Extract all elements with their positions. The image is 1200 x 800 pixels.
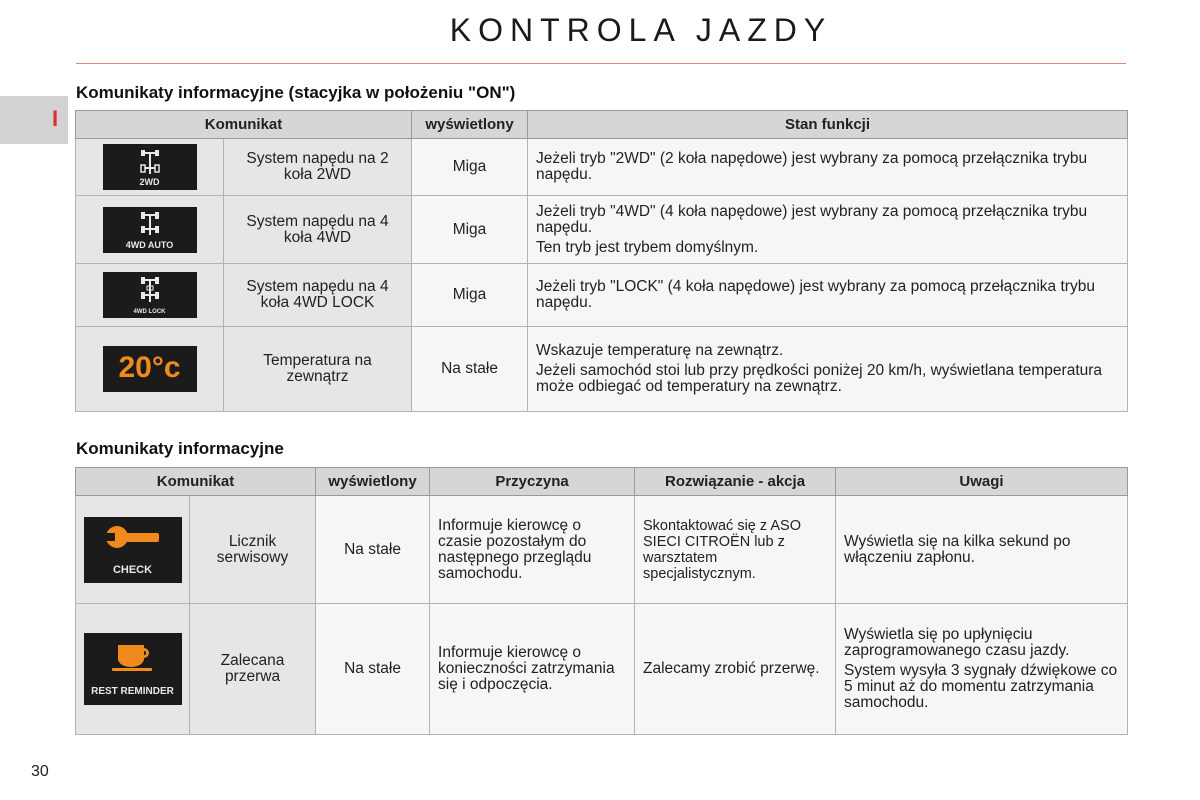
cause bbox=[430, 604, 635, 735]
display-mode: Na stałe bbox=[316, 496, 430, 604]
column-header-function-state: Stan funkcji bbox=[528, 111, 1128, 139]
display-mode: Miga bbox=[412, 196, 528, 264]
table-row bbox=[76, 604, 1128, 735]
function-state-text: Ten tryb jest trybem domyślnym. bbox=[536, 238, 759, 256]
action bbox=[635, 496, 836, 604]
message-name: Licznik serwisowy bbox=[190, 496, 316, 604]
drive-4wd-lock-icon bbox=[103, 272, 197, 318]
table-header-row bbox=[76, 468, 1128, 496]
action-text: Skontaktować się z ASO SIECI CITROËN lub z warsztatem specjalistycznym. bbox=[643, 517, 801, 582]
info-table-ignition-on bbox=[75, 110, 1128, 412]
notes-text: Wyświetla się po upłynięciu zaprogramowanego czasu jazdy. bbox=[844, 626, 1070, 659]
function-state bbox=[528, 196, 1128, 264]
drive-2wd-icon-label: 2WD bbox=[139, 177, 160, 187]
column-header-displayed: wyświetlony bbox=[316, 468, 430, 496]
table-row bbox=[76, 196, 1128, 264]
coffee-cup-icon bbox=[84, 633, 182, 705]
column-header-notes: Uwagi bbox=[836, 468, 1128, 496]
column-header-message: Komunikat bbox=[76, 468, 316, 496]
drive-2wd-icon bbox=[103, 144, 197, 190]
page-title: KONTROLA JAZDY bbox=[449, 12, 833, 48]
table-row bbox=[76, 496, 1128, 604]
drive-4wd-auto-icon bbox=[103, 207, 197, 253]
table-row bbox=[76, 327, 1128, 412]
action-text: Zalecamy zrobić przerwę. bbox=[643, 660, 820, 677]
chapter-tab-label: I bbox=[52, 106, 59, 131]
service-wrench-icon-label: CHECK bbox=[112, 563, 153, 576]
display-mode: Miga bbox=[412, 139, 528, 196]
cause-text: Informuje kierowcę o czasie pozostałym do następnego przeglądu samochodu. bbox=[438, 516, 592, 582]
table-header-row bbox=[76, 111, 1128, 139]
title-divider bbox=[76, 63, 1126, 64]
message-name: System napędu na 4 koła 4WD LOCK bbox=[224, 264, 412, 327]
display-mode: Na stałe bbox=[412, 327, 528, 412]
notes-text: Wyświetla się na kilka sekund po włączeniu zapłonu. bbox=[844, 532, 1071, 566]
icon-cell bbox=[76, 604, 190, 735]
info-table bbox=[75, 467, 1128, 735]
icon-cell bbox=[76, 196, 224, 264]
icon-cell bbox=[76, 139, 224, 196]
cause-text: Informuje kierowcę o konieczności zatrzymania się i odpoczęcia. bbox=[438, 644, 615, 693]
coffee-cup-icon-label: REST REMINDER bbox=[91, 686, 174, 697]
cause bbox=[430, 496, 635, 604]
service-wrench-icon bbox=[84, 517, 182, 583]
function-state bbox=[528, 139, 1128, 196]
drive-4wd-lock-icon-label: 4WD LOCK bbox=[133, 309, 166, 315]
icon-cell bbox=[76, 264, 224, 327]
section2-title: Komunikaty informacyjne bbox=[76, 439, 284, 458]
notes-text: System wysyła 3 sygnały dźwiękowe co 5 minut aż do momentu zatrzymania samochodu. bbox=[844, 662, 1118, 711]
message-name: Zalecana przerwa bbox=[190, 604, 316, 735]
chapter-tab bbox=[0, 96, 68, 144]
column-header-cause: Przyczyna bbox=[430, 468, 635, 496]
function-state-text: Jeżeli tryb "4WD" (4 koła napędowe) jest wybrany za pomocą przełącznika trybu napędu. bbox=[536, 202, 1088, 236]
function-state bbox=[528, 264, 1128, 327]
table-row bbox=[76, 139, 1128, 196]
message-name: Temperatura na zewnątrz bbox=[224, 327, 412, 412]
function-state-text: Jeżeli tryb "2WD" (2 koła napędowe) jest wybrany za pomocą przełącznika trybu napędu. bbox=[536, 150, 1088, 183]
action bbox=[635, 604, 836, 735]
drive-4wd-auto-icon-label: 4WD AUTO bbox=[125, 239, 174, 250]
notes bbox=[836, 496, 1128, 604]
outside-temperature-icon bbox=[103, 346, 197, 392]
temperature-readout: 20°c bbox=[118, 351, 181, 384]
function-state-text: Jeżeli tryb "LOCK" (4 koła napędowe) jest wybrany za pomocą przełącznika trybu napędu. bbox=[536, 278, 1095, 311]
function-state-text: Jeżeli samochód stoi lub przy prędkości poniżej 20 km/h, wyświetlana temperatura może odbiegać od temperatury na zewnątrz. bbox=[536, 362, 1103, 395]
table-row bbox=[76, 264, 1128, 327]
page-number: 30 bbox=[31, 763, 49, 780]
column-header-message: Komunikat bbox=[76, 111, 412, 139]
icon-cell bbox=[76, 327, 224, 412]
message-name: System napędu na 4 koła 4WD bbox=[224, 196, 412, 264]
notes bbox=[836, 604, 1128, 735]
function-state-text: Wskazuje temperaturę na zewnątrz. bbox=[536, 342, 784, 359]
function-state bbox=[528, 327, 1128, 412]
icon-cell bbox=[76, 496, 190, 604]
display-mode: Na stałe bbox=[316, 604, 430, 735]
section1-title: Komunikaty informacyjne (stacyjka w położeniu "ON") bbox=[76, 83, 516, 102]
column-header-action: Rozwiązanie - akcja bbox=[635, 468, 836, 496]
display-mode: Miga bbox=[412, 264, 528, 327]
column-header-displayed: wyświetlony bbox=[412, 111, 528, 139]
message-name: System napędu na 2 koła 2WD bbox=[224, 139, 412, 196]
